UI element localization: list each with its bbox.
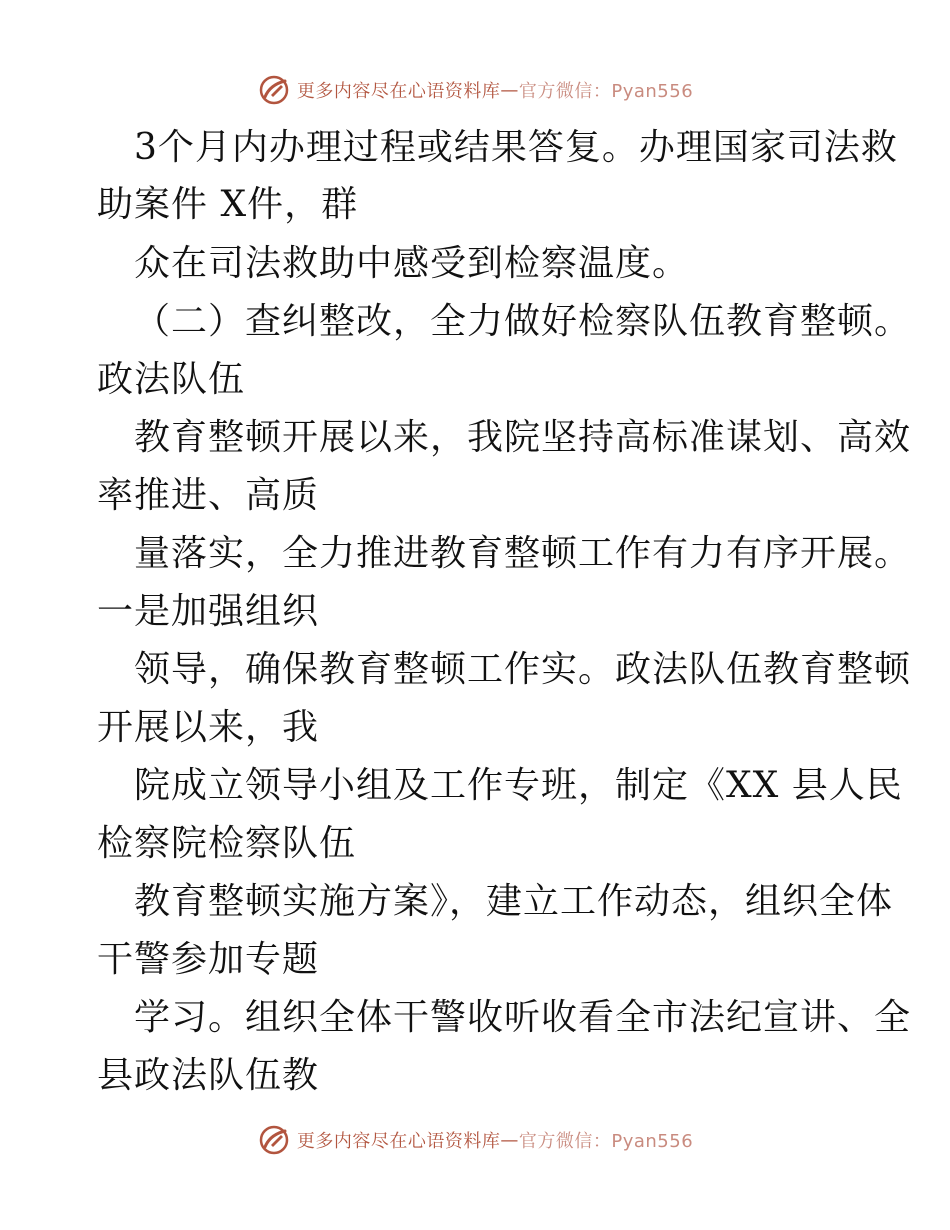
- body-line: 众在司法救助中感受到检察温度。: [134, 243, 690, 284]
- watermark-separator: —: [500, 79, 519, 101]
- watermark-separator: —: [500, 1129, 519, 1151]
- pen-swirl-logo-icon: [257, 1123, 291, 1157]
- body-line: 检察院检察队伍: [97, 823, 357, 864]
- body-line: 县政法队伍教: [97, 1055, 320, 1096]
- body-line: 政法队伍: [97, 359, 246, 400]
- body-line: 量落实，全力推进教育整顿工作有力有序开展。: [134, 533, 912, 574]
- body-line: （二）查纠整改，全力做好检察队伍教育整顿。: [134, 301, 912, 342]
- body-line: 3个月内办理过程或结果答复。办理国家司法救: [134, 127, 898, 168]
- footer-watermark: [0, 1120, 950, 1160]
- body-line: 学习。组织全体干警收听收看全市法纪宣讲、全: [134, 997, 912, 1038]
- watermark-main-text: 更多内容尽在心语资料库: [296, 1131, 501, 1152]
- body-line: 院成立领导小组及工作专班，制定《XX 县人民: [134, 765, 903, 806]
- pen-swirl-logo-icon: [257, 73, 291, 107]
- watermark-official-text: 官方微信：Pyan556: [518, 81, 694, 102]
- watermark-official-text: 官方微信：Pyan556: [518, 1131, 694, 1152]
- body-line: 助案件 X件，群: [97, 184, 359, 225]
- body-line: 教育整顿实施方案》，建立工作动态，组织全体: [134, 881, 894, 922]
- body-line: 教育整顿开展以来，我院坚持高标准谋划、高效: [134, 417, 912, 458]
- body-line: 干警参加专题: [97, 939, 320, 980]
- watermark-main-text: 更多内容尽在心语资料库: [296, 81, 501, 102]
- body-line: 率推进、高质: [97, 475, 320, 516]
- header-watermark: [0, 70, 950, 110]
- body-line: 一是加强组织: [97, 591, 320, 632]
- body-line: 开展以来，我: [97, 707, 320, 748]
- body-line: 领导，确保教育整顿工作实。政法队伍教育整顿: [134, 649, 912, 690]
